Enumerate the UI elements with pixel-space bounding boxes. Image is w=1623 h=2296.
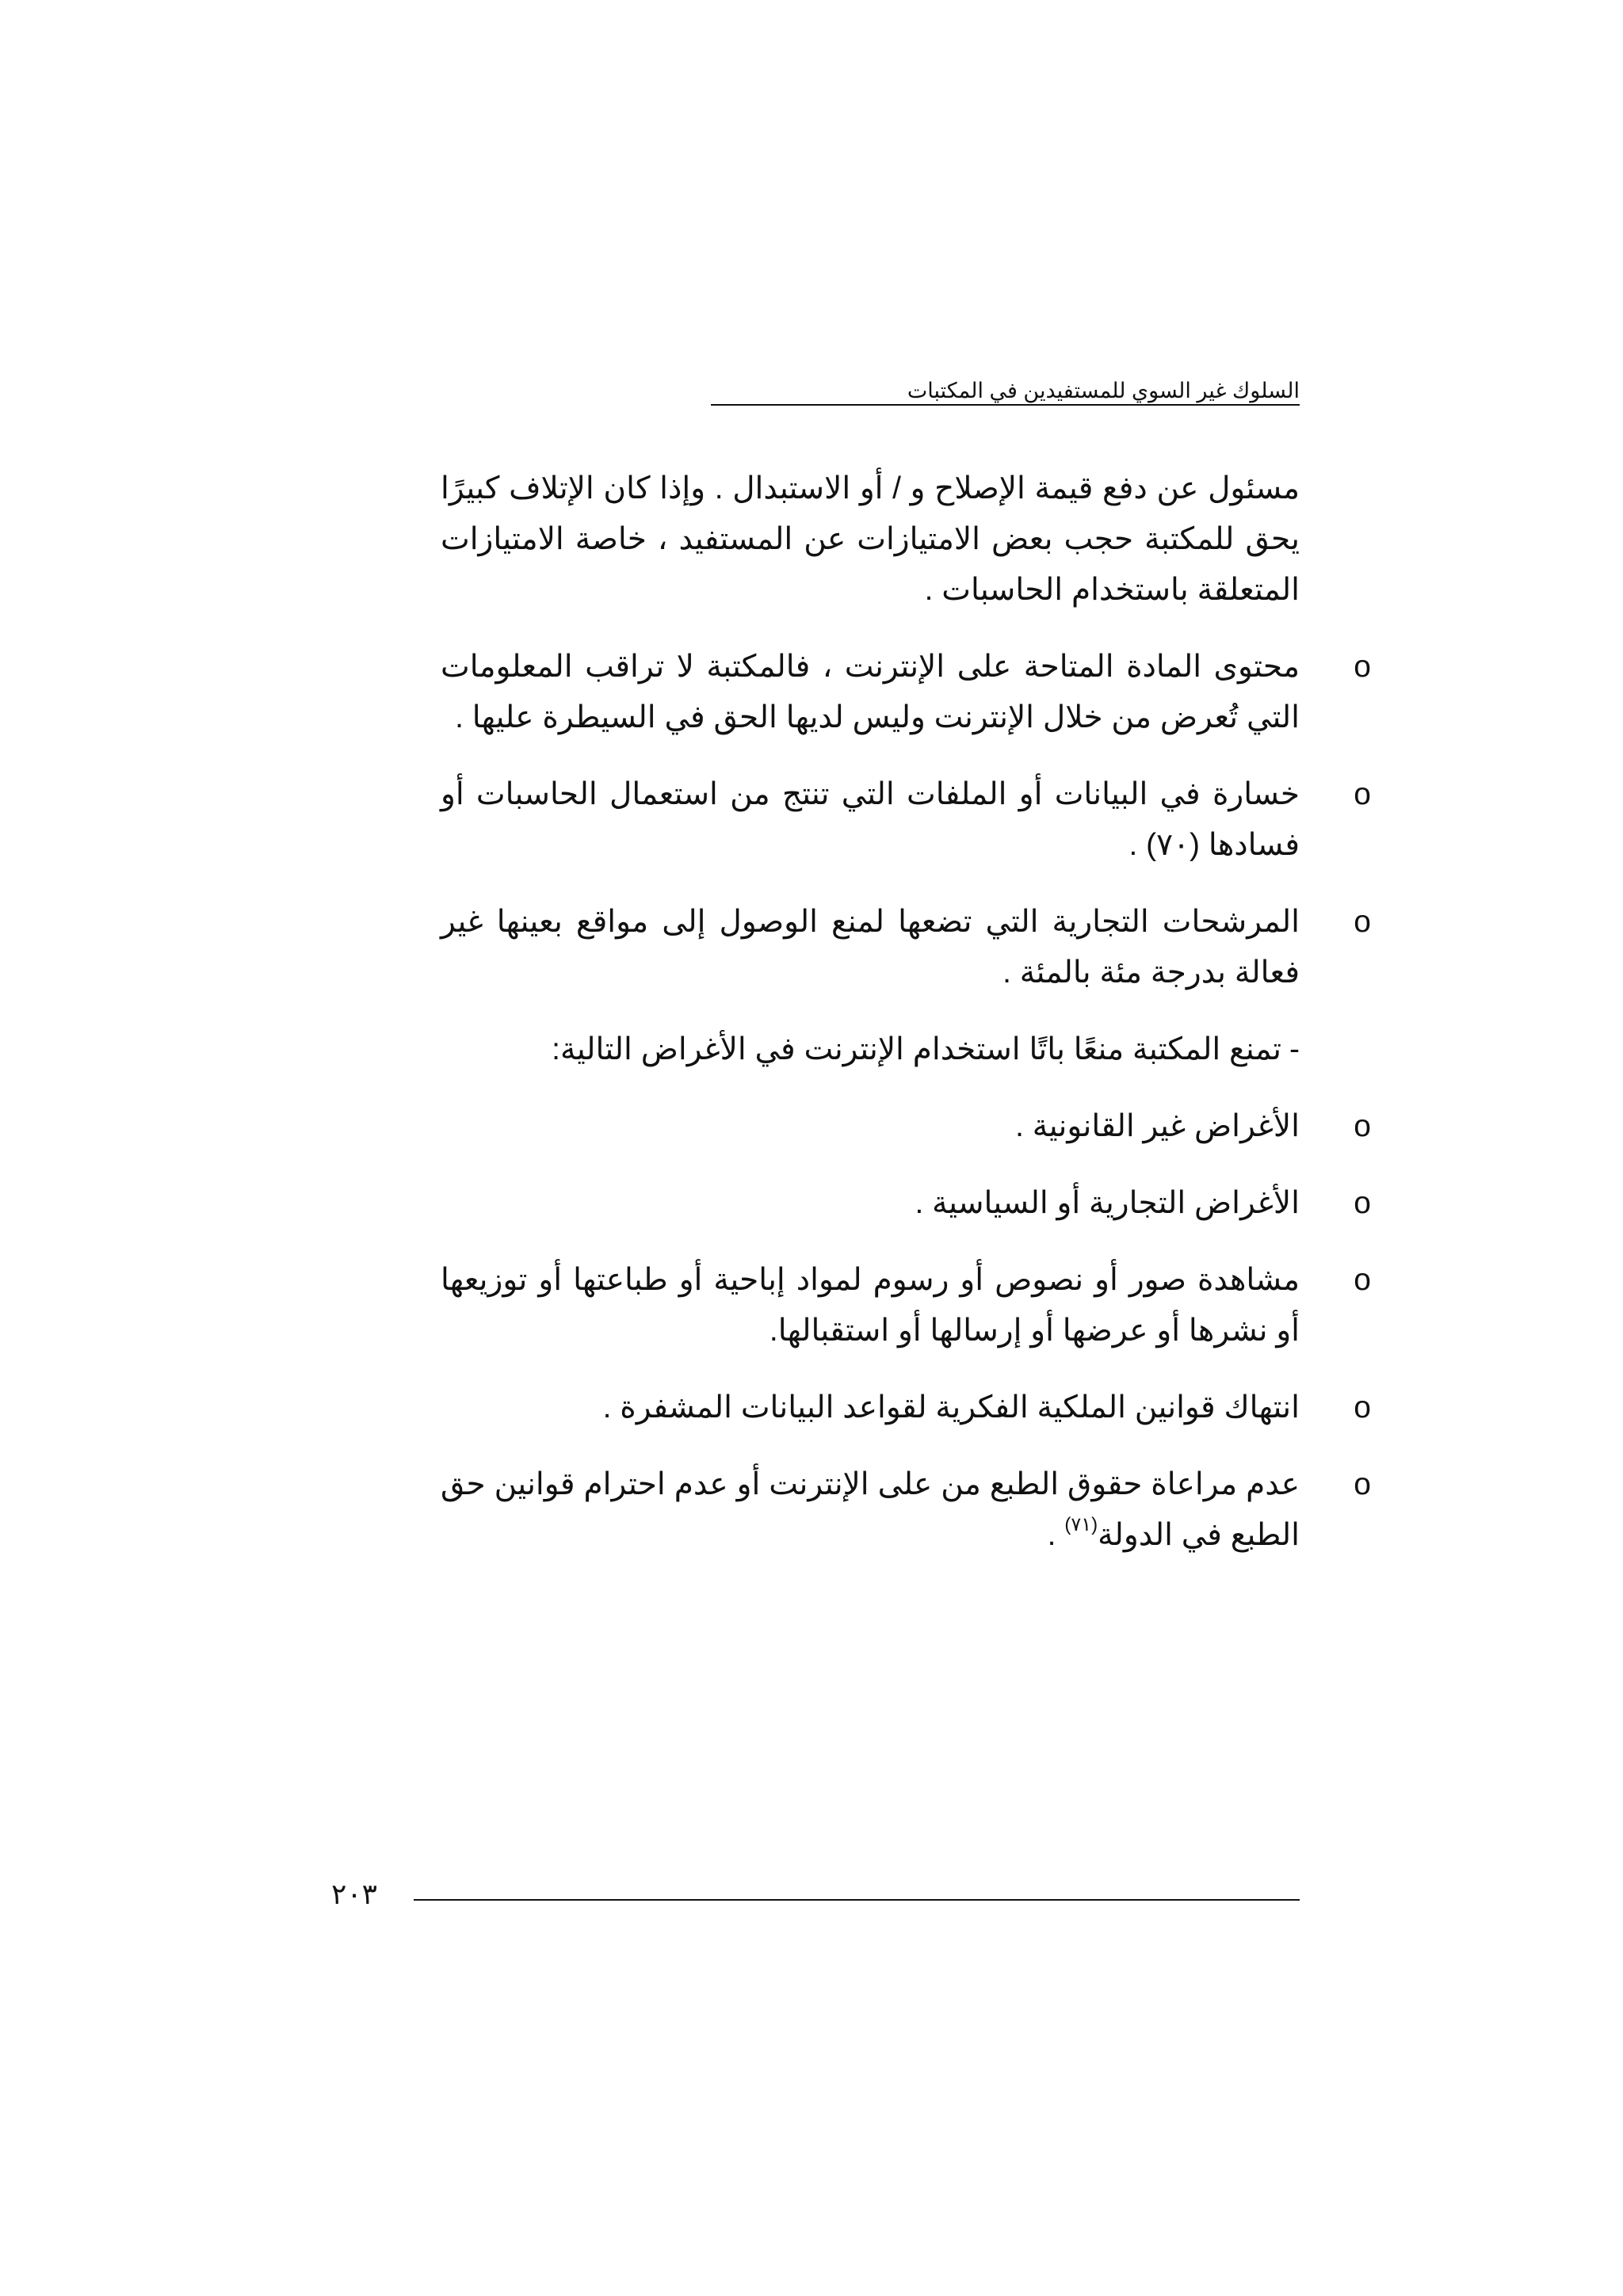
list-item-text: الأغراض التجارية أو السياسية .: [915, 1186, 1300, 1220]
list-item-tail: .: [1047, 1518, 1065, 1552]
list-item-text: الأغراض غير القانونية .: [1015, 1109, 1300, 1143]
list-item: [327, 1101, 1371, 1152]
body-text: [327, 463, 1371, 1587]
footer-rule: [414, 1899, 1300, 1901]
list-item: [441, 1459, 1371, 1561]
bullet-marker: o: [1354, 1186, 1371, 1220]
bullet-marker: o: [1354, 1390, 1371, 1425]
list-item: [327, 1178, 1371, 1229]
bullet-marker: o: [1354, 777, 1371, 811]
continuation-paragraph: مسئول عن دفع قيمة الإصلاح و / أو الاستبدال . وإذا كان الإتلاف كبيرًا يحق للمكتبة حجب بعض الامتيازات عن المستفيد ، خاصة الامتيازات المتعلقة باستخدام الحاسبات .: [441, 471, 1300, 607]
bullet-marker: o: [1354, 1467, 1371, 1501]
bullet-marker: o: [1354, 650, 1371, 684]
running-header: [325, 372, 1300, 409]
list-item: [441, 897, 1371, 998]
header-rule: [711, 404, 1300, 406]
list-item-text: مشاهدة صور أو نصوص أو رسوم لمواد إباحية أو طباعتها أو توزيعها أو نشرها أو عرضها أو إرسالها أو استقبالها.: [441, 1263, 1300, 1348]
subheading-dash: -: [1289, 1032, 1300, 1066]
bullet-marker: o: [1354, 1263, 1371, 1297]
page-number: ٢٠٣: [331, 1878, 378, 1910]
list-item-text: عدم مراعاة حقوق الطبع من على الإنترنت أو عدم احترام قوانين حق الطبع في الدولة: [441, 1467, 1300, 1552]
running-header-title: السلوك غير السوي للمستفيدين في المكتبات: [907, 379, 1300, 402]
list-item: [327, 1383, 1371, 1433]
list-item-text: المرشحات التجارية التي تضعها لمنع الوصول إلى مواقع بعينها غير فعالة بدرجة مئة بالمئة .: [441, 905, 1300, 990]
bullet-marker: o: [1354, 905, 1371, 939]
section-subheading: [327, 1024, 1300, 1075]
list-item-text: انتهاك قوانين الملكية الفكرية لقواعد البيانات المشفرة .: [602, 1390, 1300, 1425]
list-item: [441, 1255, 1371, 1356]
list-item-text: محتوى المادة المتاحة على الإنترنت ، فالمكتبة لا تراقب المعلومات التي تُعرض من خلال الإنترنت وليس لديها الحق في السيطرة عليها .: [441, 650, 1300, 734]
page-footer: [325, 1875, 1300, 1914]
subheading-text: تمنع المكتبة منعًا باتًا استخدام الإنترنت في الأغراض التالية:: [552, 1032, 1281, 1066]
list-item-text: خسارة في البيانات أو الملفات التي تنتج من استعمال الحاسبات أو فسادها (٧٠) .: [441, 777, 1300, 862]
bullet-marker: o: [1354, 1109, 1371, 1143]
footnote-reference[interactable]: (٧١): [1064, 1514, 1098, 1535]
list-item: [441, 642, 1371, 743]
list-item: [441, 769, 1371, 871]
